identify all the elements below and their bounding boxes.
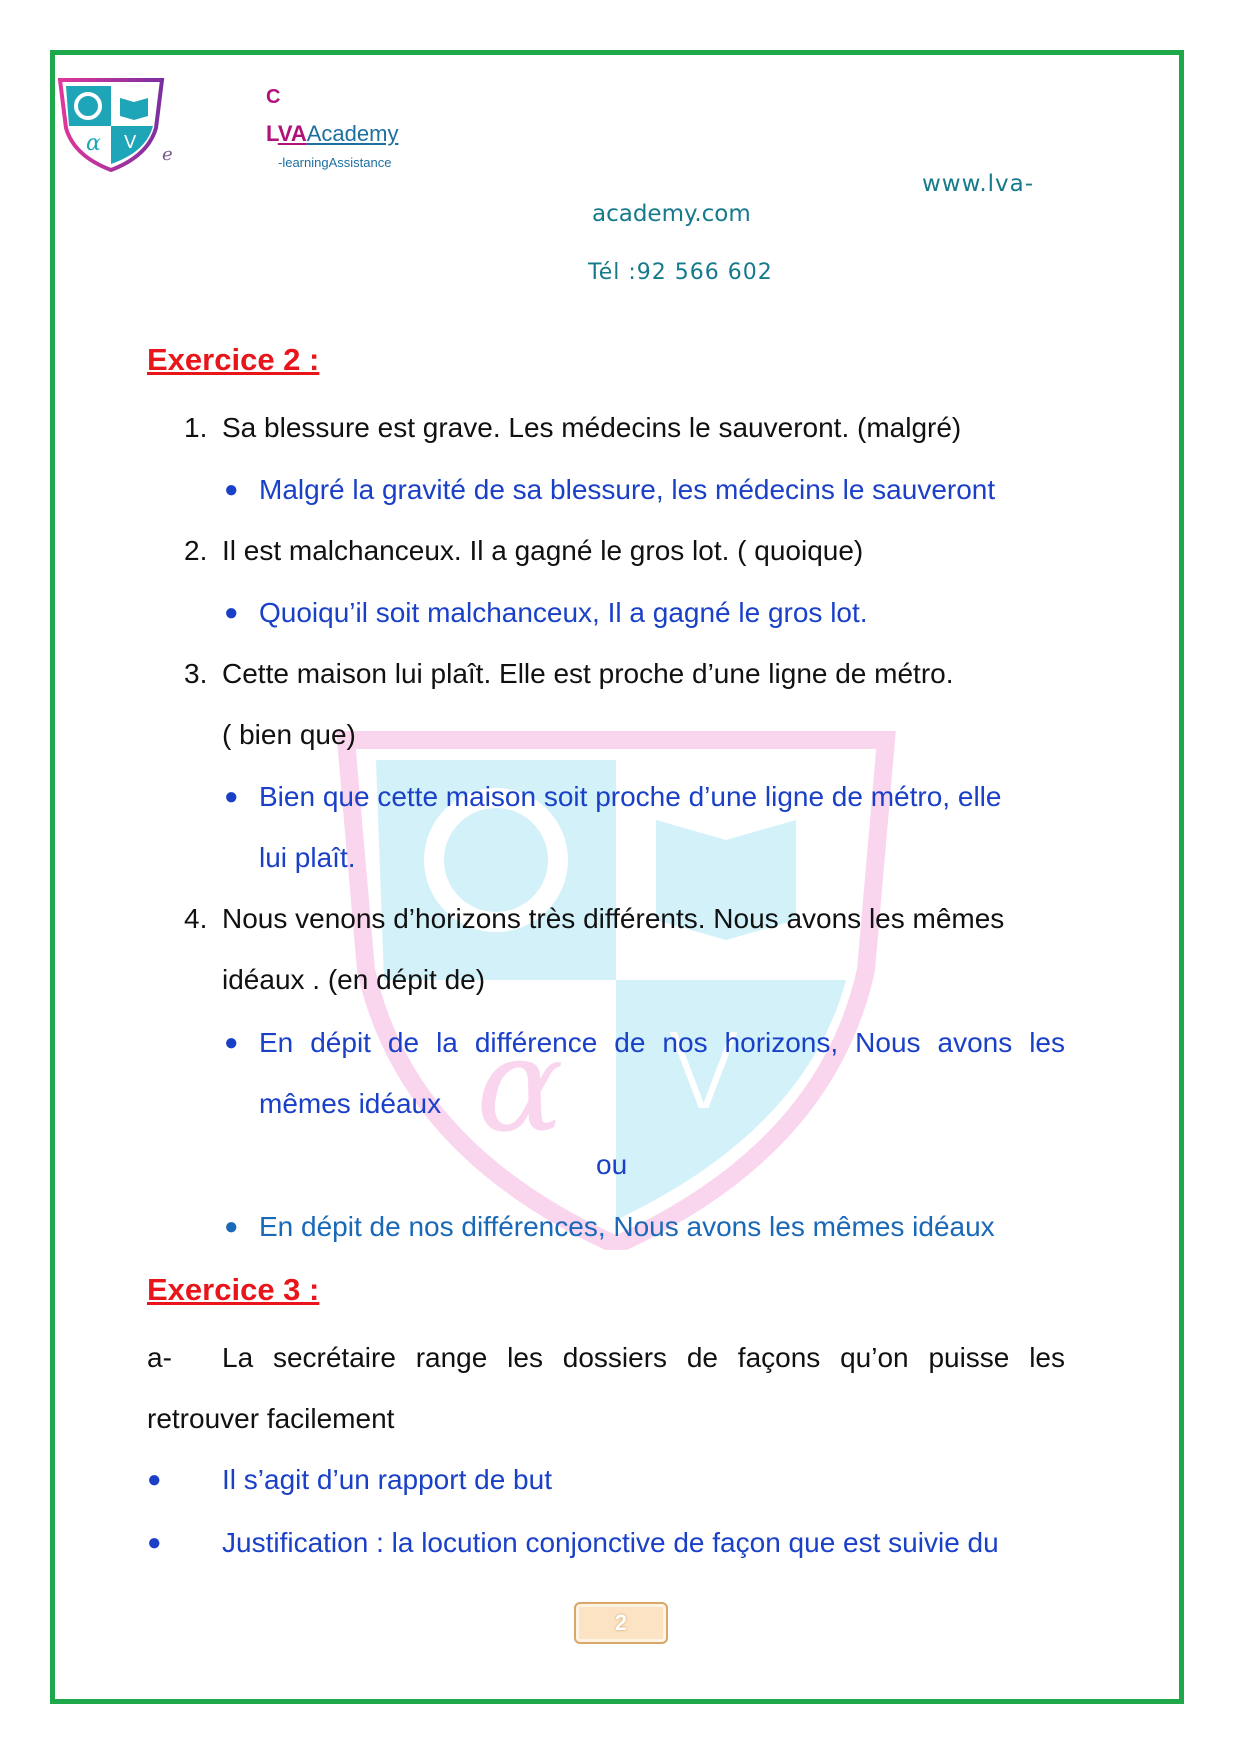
exercise-2-title: Exercice 2 :	[147, 342, 320, 377]
item-2-question: Il est malchanceux. Il a gagné le gros lot. ( quoique)	[222, 535, 864, 566]
item-3-question-line1: Cette maison lui plaît. Elle est proche d’une ligne de métro.	[222, 658, 954, 689]
website-url-line1[interactable]: www.lva-	[922, 171, 1035, 197]
svg-text:V: V	[124, 132, 137, 153]
item-3-question-line2: ( bien que)	[222, 719, 356, 750]
website-url-line2[interactable]: academy.com	[592, 201, 751, 227]
item-3-answer-line1: Bien que cette maison soit proche d’une ligne de métro, elle	[259, 781, 1002, 812]
logo-shield-icon	[56, 76, 166, 172]
bullet-dot-icon: ●	[224, 1029, 239, 1056]
item-2-answer: Quoiqu’il soit malchanceux, Il a gagné le gros lot.	[259, 597, 868, 628]
item-3-number: 3.	[184, 658, 208, 689]
brand-va: VA	[277, 121, 307, 146]
item-4-answer-line2: mêmes idéaux	[259, 1088, 442, 1119]
page-number: 2	[574, 1602, 668, 1644]
svg-text:α: α	[476, 1009, 564, 1161]
bullet-dot-icon: ●	[224, 1213, 239, 1240]
exercise-3-title: Exercice 3 :	[147, 1272, 320, 1307]
brand-name	[266, 121, 398, 147]
brand-l: L	[266, 121, 278, 146]
item-2-number: 2.	[184, 535, 208, 566]
item-4-answer-line1: En dépit de la différence de nos horizons, Nous avons les	[259, 1027, 1065, 1058]
exercise-3-bullet-2: Justification : la locution conjonctive de façon que est suivie du	[222, 1527, 999, 1558]
exercise-3-label: a-	[147, 1342, 172, 1373]
logo-letter-e: e	[162, 144, 173, 165]
bullet-dot-icon: ●	[224, 476, 239, 503]
exercise-3-sentence-line2: retrouver facilement	[147, 1403, 395, 1434]
item-3-answer-line2: lui plaît.	[259, 842, 356, 873]
item-4-question-line2: idéaux . (en dépit de)	[222, 964, 486, 995]
bullet-dot-icon: ●	[147, 1529, 162, 1556]
or-separator: ou	[596, 1149, 628, 1180]
bullet-dot-icon: ●	[224, 783, 239, 810]
exercise-3-sentence-line1: La secrétaire range les dossiers de façons qu’on puisse les	[222, 1342, 1065, 1373]
item-1-question: Sa blessure est grave. Les médecins le sauveront. (malgré)	[222, 412, 962, 443]
item-1-number: 1.	[184, 412, 208, 443]
brand-academy: Academy	[306, 121, 399, 146]
item-4-question-line1: Nous venons d’horizons très différents. Nous avons les mêmes	[222, 903, 1005, 934]
brand-letter-c: C	[266, 86, 281, 108]
item-4-number: 4.	[184, 903, 208, 934]
bullet-dot-icon: ●	[147, 1466, 162, 1493]
bullet-dot-icon: ●	[224, 599, 239, 626]
item-4-answer-alt: En dépit de nos différences, Nous avons les mêmes idéaux	[259, 1211, 995, 1242]
item-1-answer: Malgré la gravité de sa blessure, les médecins le sauveront	[259, 474, 996, 505]
phone-number: Tél :92 566 602	[588, 260, 773, 285]
brand-tagline: -learningAssistance	[278, 155, 392, 170]
svg-text:α: α	[86, 131, 101, 156]
svg-text:V: V	[666, 1008, 742, 1136]
exercise-3-bullet-1: Il s’agit d’un rapport de but	[222, 1464, 552, 1495]
